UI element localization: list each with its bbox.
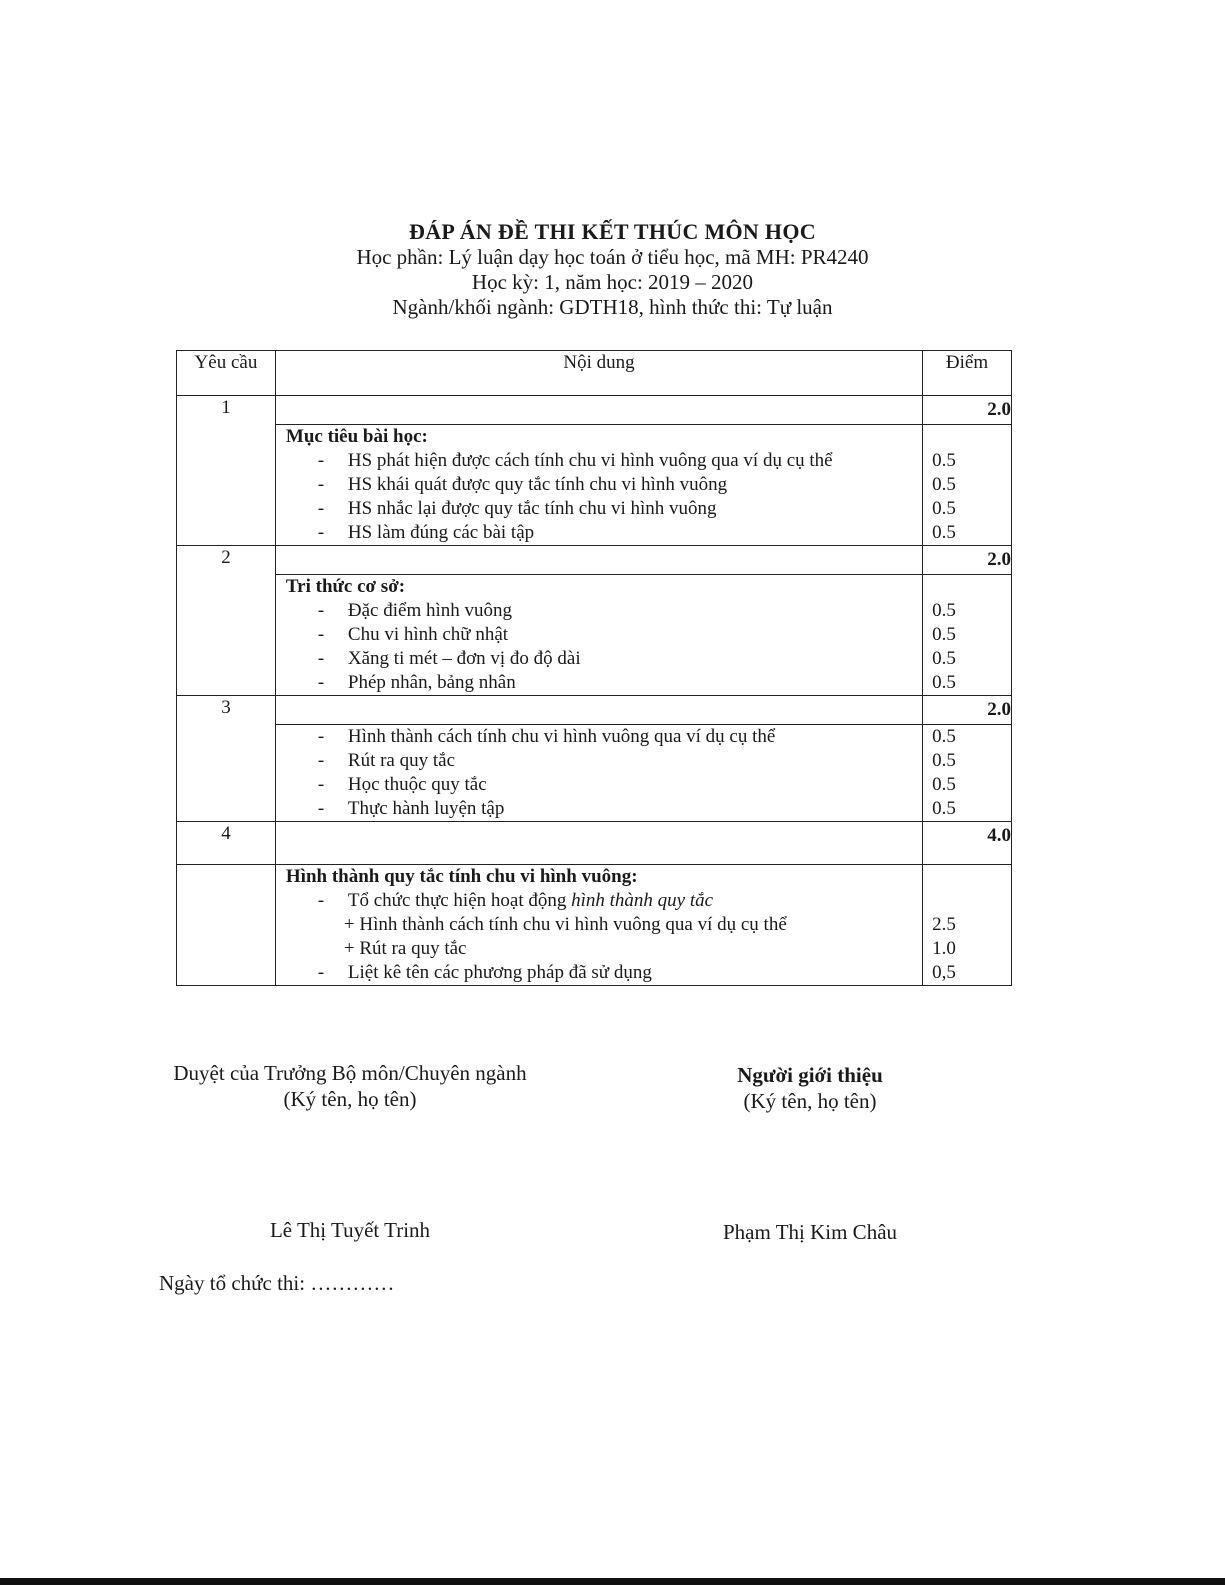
header-points: Điểm	[923, 351, 1012, 396]
header-content: Nội dung	[275, 351, 922, 396]
list-item: - Xăng ti mét – đơn vị đo độ dài	[317, 648, 581, 669]
presenter-note: (Ký tên, họ tên)	[743, 1089, 877, 1113]
presenter-role: Người giới thiệu	[737, 1063, 883, 1087]
point-value: 0.5	[932, 672, 956, 693]
list-item: - HS khái quát được quy tắc tính chu vi hình vuông	[317, 474, 728, 495]
question-content	[275, 865, 922, 986]
points-list	[923, 575, 1011, 695]
total-spacer	[275, 546, 922, 575]
section-heading: Tri thức cơ sở:	[285, 576, 406, 597]
table-row	[177, 822, 1012, 865]
answer-table	[176, 350, 1012, 986]
document-title: ĐÁP ÁN ĐỀ THI KẾT THÚC MÔN HỌC	[409, 219, 816, 244]
sub-item: + Hình thành cách tính chu vi hình vuông qua ví dụ cụ thể	[343, 914, 787, 935]
sub-item: + Rút ra quy tắc	[343, 938, 467, 959]
question-number: 4	[177, 822, 276, 865]
table-row	[177, 396, 1012, 425]
section-heading: Hình thành quy tắc tính chu vi hình vuông:	[285, 866, 638, 887]
list-item: - Chu vi hình chữ nhật	[317, 624, 509, 645]
list-item: - Đặc điểm hình vuông	[317, 600, 512, 621]
list-item: - Thực hành luyện tập	[317, 798, 505, 819]
question-total: 2.0	[923, 696, 1012, 725]
points-cell	[923, 865, 1012, 986]
points-list	[923, 425, 1011, 545]
term-line: Học kỳ: 1, năm học: 2019 – 2020	[471, 270, 754, 294]
points-cell	[923, 425, 1012, 546]
page-bottom-border	[0, 1578, 1225, 1585]
total-spacer	[275, 696, 922, 725]
points-list	[923, 725, 1011, 821]
point-value: 0.5	[932, 474, 956, 495]
table-row	[177, 425, 1012, 546]
document-header	[0, 218, 1225, 320]
empty-cell	[177, 865, 276, 986]
point-value: 0.5	[932, 450, 956, 471]
exam-date: Ngày tổ chức thi: …………	[159, 1271, 395, 1295]
point-value: 0.5	[932, 750, 956, 771]
points-cell	[923, 725, 1012, 822]
points-cell	[923, 575, 1012, 696]
list-item: - HS làm đúng các bài tập	[317, 522, 535, 543]
point-value: 0.5	[932, 624, 956, 645]
approver-name: Lê Thị Tuyết Trinh	[269, 1218, 431, 1242]
list-item: - Hình thành cách tính chu vi hình vuông qua ví dụ cụ thể	[317, 726, 776, 747]
table-row	[177, 865, 1012, 986]
header-requirement: Yêu cầu	[177, 351, 276, 396]
question-number: 1	[177, 396, 276, 546]
table-header-row	[177, 351, 1012, 396]
list-item: - Học thuộc quy tắc	[317, 774, 487, 795]
table-row	[177, 696, 1012, 725]
points-list	[923, 865, 1011, 985]
point-value: 0.5	[932, 798, 956, 819]
point-value: 2.5	[932, 914, 956, 935]
question-content	[275, 725, 922, 822]
point-value: 0.5	[932, 498, 956, 519]
point-value: 0.5	[932, 726, 956, 747]
list-item: - Phép nhân, bảng nhân	[317, 672, 516, 693]
point-value: 0.5	[932, 648, 956, 669]
point-value: 0.5	[932, 600, 956, 621]
table-row	[177, 725, 1012, 822]
list-item: - HS nhắc lại được quy tắc tính chu vi hình vuông	[317, 498, 717, 519]
question-content	[275, 425, 922, 546]
total-spacer	[275, 822, 922, 865]
list-item: - Liệt kê tên các phương pháp đã sử dụng	[317, 962, 652, 983]
question-number: 2	[177, 546, 276, 696]
point-value: 1.0	[932, 938, 956, 959]
question-content	[275, 575, 922, 696]
list-item: - Rút ra quy tắc	[317, 750, 455, 771]
presenter-block	[660, 1062, 960, 1114]
question-total: 2.0	[923, 396, 1012, 425]
list-item: - Tổ chức thực hiện hoạt động hình thành quy tắc	[317, 890, 714, 911]
major-line: Ngành/khối ngành: GDTH18, hình thức thi: Tự luận	[392, 295, 833, 319]
point-value: 0.5	[932, 774, 956, 795]
total-spacer	[275, 396, 922, 425]
approver-block	[140, 1060, 560, 1112]
approver-role: Duyệt của Trưởng Bộ môn/Chuyên ngành	[173, 1061, 527, 1085]
point-value: 0.5	[932, 522, 956, 543]
course-line: Học phần: Lý luận dạy học toán ở tiểu học, mã MH: PR4240	[356, 245, 869, 269]
question-number: 3	[177, 696, 276, 822]
table-row	[177, 546, 1012, 575]
presenter-name: Phạm Thị Kim Châu	[722, 1220, 898, 1244]
approver-note: (Ký tên, họ tên)	[283, 1087, 417, 1111]
section-heading: Mục tiêu bài học:	[285, 426, 428, 447]
point-value: 0,5	[932, 962, 956, 983]
question-total: 2.0	[923, 546, 1012, 575]
table-row	[177, 575, 1012, 696]
question-total: 4.0	[923, 822, 1012, 865]
list-item: - HS phát hiện được cách tính chu vi hình vuông qua ví dụ cụ thể	[317, 450, 833, 471]
